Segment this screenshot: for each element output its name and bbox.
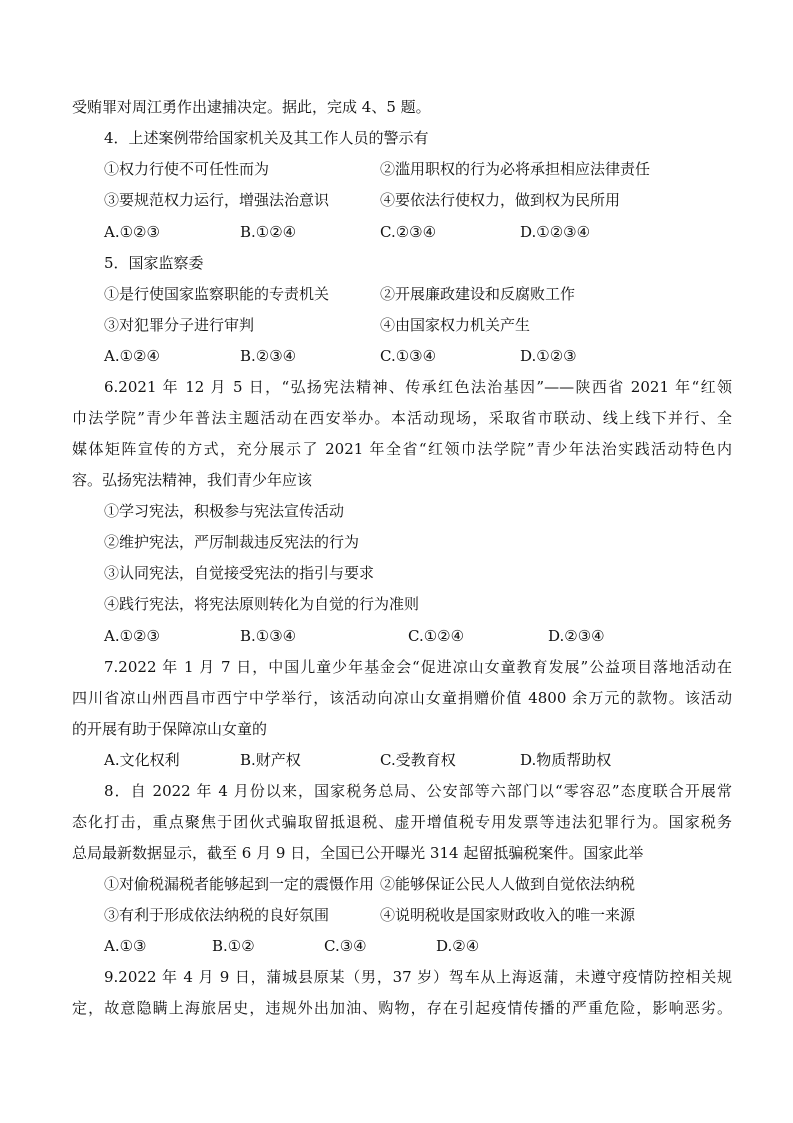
q9-line-1: 9.2022 年 4 月 9 日，蒲城县原某（男，37 岁）驾车从上海返蒲，未遵守疫情防控相关规 bbox=[104, 968, 732, 986]
q8-line-3: 总局最新数据显示，截至 6 月 9 日，全国已公开曝光 314 起留抵骗税案件。国家此举 bbox=[72, 844, 644, 862]
q4-item-2: ②滥用职权的行为必将承担相应法律责任 bbox=[380, 160, 651, 178]
q4-stem: 4．上述案例带给国家机关及其工作人员的警示有 bbox=[104, 129, 429, 147]
q7-option-c[interactable]: C.受教育权 bbox=[380, 751, 456, 769]
q9-line-2: 定，故意隐瞒上海旅居史，违规外出加油、购物，存在引起疫情传播的严重危险，影响恶劣。 bbox=[72, 999, 732, 1017]
q5-option-d[interactable]: D.①②③ bbox=[520, 347, 577, 365]
q7-option-b[interactable]: B.财产权 bbox=[240, 751, 301, 769]
q4-option-b[interactable]: B.①②④ bbox=[240, 223, 297, 241]
q8-line-2: 态化打击，重点聚焦于团伙式骗取留抵退税、虚开增值税专用发票等违法犯罪行为。国家税务 bbox=[72, 813, 732, 831]
intro-text: 受贿罪对周江勇作出逮捕决定。据此，完成 4、5 题。 bbox=[72, 98, 431, 116]
q6-item-1: ①学习宪法，积极参与宪法宣传活动 bbox=[104, 502, 345, 520]
q6-option-a[interactable]: A.①②③ bbox=[104, 627, 160, 645]
q4-row1 bbox=[104, 159, 764, 179]
q7-option-d[interactable]: D.物质帮助权 bbox=[520, 751, 612, 769]
q6-line-3: 媒体矩阵宣传的方式，充分展示了 2021 年全省“红领巾法学院”青少年法治实践活动特色内 bbox=[72, 440, 732, 458]
q8-option-c[interactable]: C.③④ bbox=[324, 937, 367, 955]
q4-row2 bbox=[104, 190, 764, 210]
q7-option-a[interactable]: A.文化权利 bbox=[104, 751, 180, 769]
q6-item-2: ②维护宪法，严厉制裁违反宪法的行为 bbox=[104, 533, 360, 551]
q8-option-b[interactable]: B.①② bbox=[212, 937, 255, 955]
q4-option-a[interactable]: A.①②③ bbox=[104, 223, 160, 241]
q8-line-1: 8．自 2022 年 4 月份以来，国家税务总局、公安部等六部门以“零容忍”态度联合开展常 bbox=[104, 782, 732, 800]
q6-option-b[interactable]: B.①③④ bbox=[240, 627, 297, 645]
q8-item-3: ③有利于形成依法纳税的良好氛围 bbox=[104, 906, 330, 924]
q6-line-4: 容。弘扬宪法精神，我们青少年应该 bbox=[72, 471, 313, 489]
q5-item-2: ②开展廉政建设和反腐败工作 bbox=[380, 285, 576, 303]
q8-option-d[interactable]: D.②④ bbox=[436, 937, 480, 955]
q8-row2 bbox=[104, 905, 764, 925]
q7-line-1: 7.2022 年 1 月 7 日，中国儿童少年基金会“促进凉山女童教育发展”公益项目落地活动在 bbox=[104, 658, 732, 676]
q5-item-3: ③对犯罪分子进行审判 bbox=[104, 316, 255, 334]
q6-option-d[interactable]: D.②③④ bbox=[548, 627, 605, 645]
q5-item-4: ④由国家权力机关产生 bbox=[380, 316, 531, 334]
q6-item-3: ③认同宪法，自觉接受宪法的指引与要求 bbox=[104, 564, 375, 582]
q8-item-2: ②能够保证公民人人做到自觉依法纳税 bbox=[380, 875, 636, 893]
q4-item-1: ①权力行使不可任性而为 bbox=[104, 160, 270, 178]
q5-row2 bbox=[104, 315, 764, 335]
q7-line-3: 的开展有助于保障凉山女童的 bbox=[72, 720, 268, 738]
q6-line-2: 巾法学院”青少年普法主题活动在西安举办。本活动现场，采取省市联动、线上线下并行、全 bbox=[72, 409, 732, 427]
q5-option-b[interactable]: B.②③④ bbox=[240, 347, 297, 365]
q4-option-c[interactable]: C.②③④ bbox=[380, 223, 437, 241]
q4-item-3: ③要规范权力运行，增强法治意识 bbox=[104, 191, 330, 209]
q6-item-4: ④践行宪法，将宪法原则转化为自觉的行为准则 bbox=[104, 595, 420, 613]
q8-row1 bbox=[104, 874, 764, 894]
q8-item-4: ④说明税收是国家财政收入的唯一来源 bbox=[380, 906, 636, 924]
q5-option-c[interactable]: C.①③④ bbox=[380, 347, 437, 365]
q6-line-1: 6.2021 年 12 月 5 日，“弘扬宪法精神、传承红色法治基因”——陕西省 2021 年“红领 bbox=[104, 378, 732, 396]
q4-item-4: ④要依法行使权力，做到权为民所用 bbox=[380, 191, 621, 209]
q7-line-2: 四川省凉山州西昌市西宁中学举行，该活动向凉山女童捐赠价值 4800 余万元的款物。该活动 bbox=[72, 689, 732, 707]
q8-option-a[interactable]: A.①③ bbox=[104, 937, 147, 955]
q5-option-a[interactable]: A.①②④ bbox=[104, 347, 160, 365]
q5-row1 bbox=[104, 284, 764, 304]
q8-item-1: ①对偷税漏税者能够起到一定的震慑作用 bbox=[104, 875, 375, 893]
q5-item-1: ①是行使国家监察职能的专责机关 bbox=[104, 285, 330, 303]
q5-stem: 5．国家监察委 bbox=[104, 254, 204, 272]
q4-option-d[interactable]: D.①②③④ bbox=[520, 223, 591, 241]
q6-option-c[interactable]: C.①②④ bbox=[408, 627, 465, 645]
